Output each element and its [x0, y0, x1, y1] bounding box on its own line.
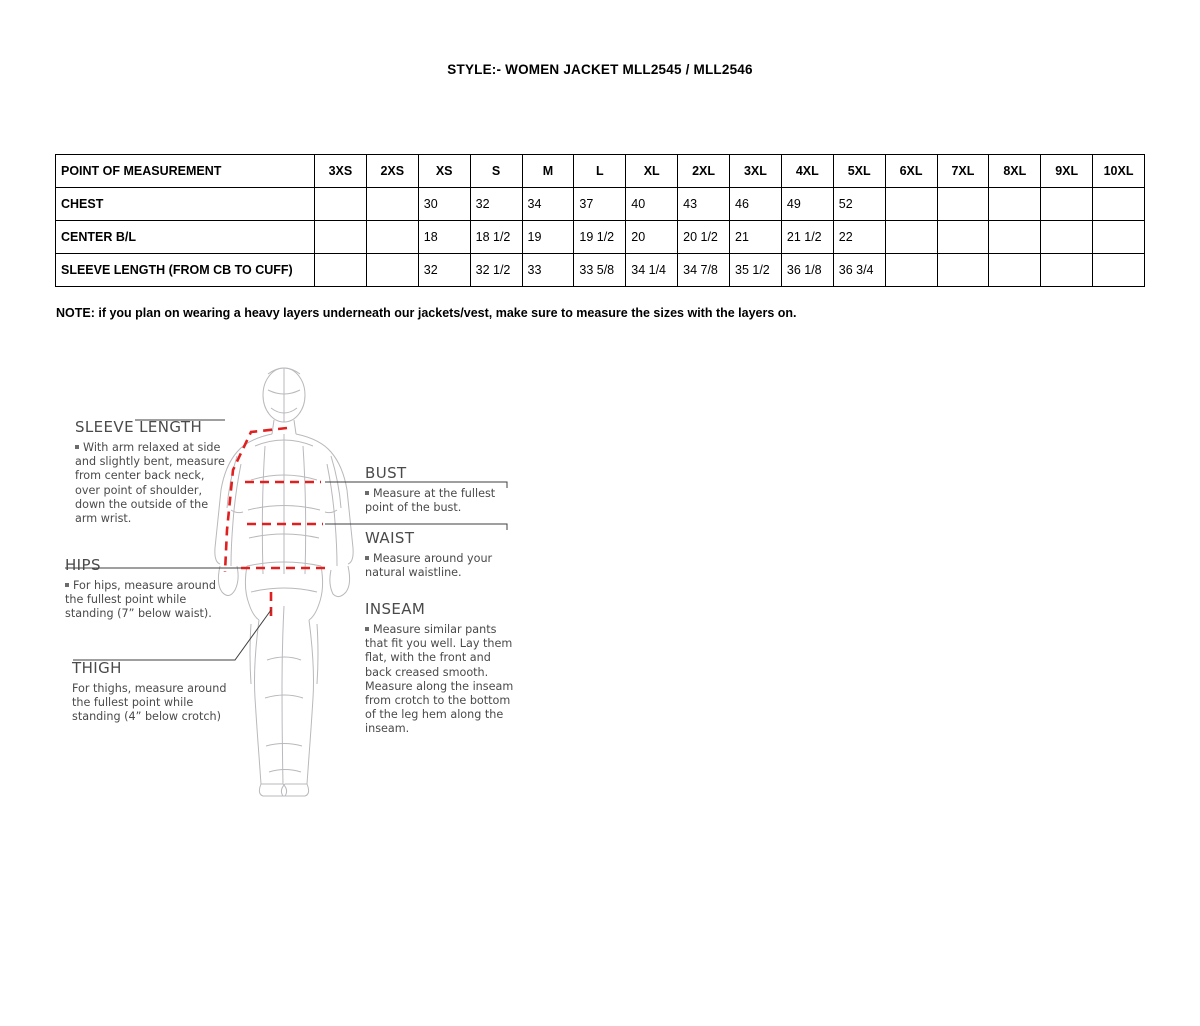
column-header-6xl: 6XL [885, 155, 937, 188]
cell-centerbl-9xl [1041, 221, 1093, 254]
cell-centerbl-xl: 20 [626, 221, 678, 254]
column-header-3xl: 3XL [730, 155, 782, 188]
table-row [56, 221, 1145, 254]
cell-chest-xl: 40 [626, 188, 678, 221]
cell-sleeve-6xl [885, 254, 937, 287]
column-header-m: M [522, 155, 574, 188]
cell-sleeve-10xl [1093, 254, 1145, 287]
cell-chest-m: 34 [522, 188, 574, 221]
column-header-7xl: 7XL [937, 155, 989, 188]
cell-centerbl-6xl [885, 221, 937, 254]
callout-body-thigh [72, 682, 237, 725]
callout-sleeve-length [75, 418, 225, 526]
cell-chest-9xl [1041, 188, 1093, 221]
cell-chest-5xl: 52 [833, 188, 885, 221]
callout-title-waist: WAIST [365, 529, 415, 547]
column-header-9xl: 9XL [1041, 155, 1093, 188]
note-text: NOTE: if you plan on wearing a heavy layers underneath our jackets/vest, make sure to measure the sizes with the layers on. [56, 306, 797, 320]
callout-title-inseam: INSEAM [365, 600, 426, 618]
cell-centerbl-2xs [366, 221, 418, 254]
callout-body-inseam [365, 623, 520, 737]
column-header-8xl: 8XL [989, 155, 1041, 188]
size-chart-table-container [55, 154, 1145, 287]
column-header-point-of-measurement: POINT OF MEASUREMENT [56, 155, 315, 188]
cell-chest-6xl [885, 188, 937, 221]
cell-sleeve-9xl [1041, 254, 1093, 287]
column-header-2xl: 2XL [678, 155, 730, 188]
table-row [56, 254, 1145, 287]
cell-chest-4xl: 49 [781, 188, 833, 221]
bullet-icon [75, 445, 79, 449]
cell-sleeve-5xl: 36 3/4 [833, 254, 885, 287]
cell-sleeve-3xl: 35 1/2 [730, 254, 782, 287]
cell-sleeve-2xs [366, 254, 418, 287]
cell-centerbl-8xl [989, 221, 1041, 254]
cell-sleeve-8xl [989, 254, 1041, 287]
row-label-chest: CHEST [56, 188, 315, 221]
column-header-10xl: 10XL [1093, 155, 1145, 188]
bullet-icon [365, 491, 369, 495]
column-header-4xl: 4XL [781, 155, 833, 188]
cell-chest-3xl: 46 [730, 188, 782, 221]
callout-body-waist [365, 552, 535, 580]
cell-centerbl-10xl [1093, 221, 1145, 254]
callout-body-hips [65, 579, 225, 622]
cell-sleeve-2xl: 34 7/8 [678, 254, 730, 287]
callout-body-sleeve-length [75, 441, 225, 526]
cell-chest-2xs [366, 188, 418, 221]
cell-chest-xs: 30 [418, 188, 470, 221]
callout-title-thigh: THIGH [72, 659, 122, 677]
cell-centerbl-5xl: 22 [833, 221, 885, 254]
cell-chest-l: 37 [574, 188, 626, 221]
cell-sleeve-l: 33 5/8 [574, 254, 626, 287]
callout-inseam [365, 600, 520, 737]
cell-sleeve-s: 32 1/2 [470, 254, 522, 287]
callout-hips [65, 556, 225, 622]
cell-centerbl-l: 19 1/2 [574, 221, 626, 254]
cell-chest-3xs [315, 188, 367, 221]
column-header-xl: XL [626, 155, 678, 188]
row-label-center-bl: CENTER B/L [56, 221, 315, 254]
measurement-lines [225, 428, 327, 618]
cell-chest-7xl [937, 188, 989, 221]
size-chart-table [55, 154, 1145, 287]
callout-bust [365, 464, 525, 515]
cell-sleeve-4xl: 36 1/8 [781, 254, 833, 287]
column-header-3xs: 3XS [315, 155, 367, 188]
cell-centerbl-s: 18 1/2 [470, 221, 522, 254]
cell-chest-s: 32 [470, 188, 522, 221]
callout-waist [365, 529, 535, 580]
column-header-xs: XS [418, 155, 470, 188]
cell-chest-2xl: 43 [678, 188, 730, 221]
row-label-sleeve-length: SLEEVE LENGTH (FROM CB TO CUFF) [56, 254, 315, 287]
callout-text-thigh: For thighs, measure around the fullest point while standing (4” below crotch) [72, 682, 227, 724]
cell-chest-10xl [1093, 188, 1145, 221]
cell-sleeve-m: 33 [522, 254, 574, 287]
column-header-s: S [470, 155, 522, 188]
cell-sleeve-7xl [937, 254, 989, 287]
table-header-row [56, 155, 1145, 188]
callout-thigh [72, 659, 237, 725]
callout-title-bust: BUST [365, 464, 407, 482]
bullet-icon [65, 583, 69, 587]
column-header-2xs: 2XS [366, 155, 418, 188]
cell-centerbl-m: 19 [522, 221, 574, 254]
cell-sleeve-xl: 34 1/4 [626, 254, 678, 287]
callout-text-waist: Measure around your natural waistline. [365, 552, 493, 580]
table-row [56, 188, 1145, 221]
cell-centerbl-xs: 18 [418, 221, 470, 254]
cell-sleeve-xs: 32 [418, 254, 470, 287]
cell-centerbl-7xl [937, 221, 989, 254]
cell-centerbl-3xs [315, 221, 367, 254]
callout-text-inseam: Measure similar pants that fit you well. Lay them flat, with the front and back creased smooth. Measure along the inseam from crotch to the bottom of the leg hem along the inseam. [365, 623, 514, 736]
cell-chest-8xl [989, 188, 1041, 221]
callout-text-bust: Measure at the fullest point of the bust. [365, 487, 496, 515]
column-header-l: L [574, 155, 626, 188]
cell-centerbl-3xl: 21 [730, 221, 782, 254]
callout-body-bust [365, 487, 525, 515]
cell-sleeve-3xs [315, 254, 367, 287]
callout-title-sleeve-length: SLEEVE LENGTH [75, 418, 203, 436]
bullet-icon [365, 627, 369, 631]
callout-title-hips: HIPS [65, 556, 101, 574]
page-title: STYLE:- WOMEN JACKET MLL2545 / MLL2546 [447, 62, 753, 77]
bullet-icon [365, 556, 369, 560]
cell-centerbl-4xl: 21 1/2 [781, 221, 833, 254]
callout-text-hips: For hips, measure around the fullest point while standing (7” below waist). [65, 579, 216, 621]
column-header-5xl: 5XL [833, 155, 885, 188]
callout-text-sleeve-length: With arm relaxed at side and slightly bent, measure from center back neck, over point of shoulder, down the outside of the arm wrist. [75, 441, 225, 526]
cell-centerbl-2xl: 20 1/2 [678, 221, 730, 254]
